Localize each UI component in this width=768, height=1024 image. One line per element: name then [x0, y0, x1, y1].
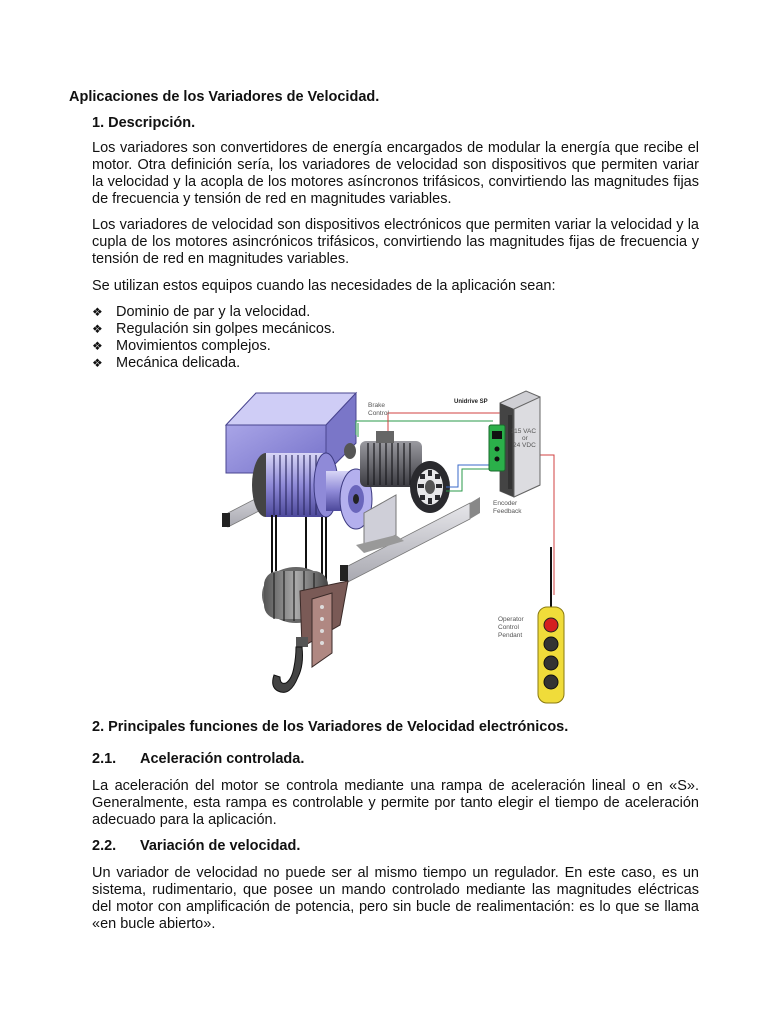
subsection-2-2-title: Variación de velocidad.	[140, 838, 301, 854]
section-1-heading: 1. Descripción.	[92, 115, 196, 131]
list-item	[92, 321, 652, 338]
section-1-paragraph-2: Los variadores de velocidad son dispositivos electrónicos que permiten variar la velocidad y la cupla de los motores asincrónicos trifásicos, convirtiendo las magnitudes fijas de frecuencia y tensión de red en magnitudes variables.	[92, 217, 699, 267]
hook-block	[262, 567, 348, 692]
diamond-bullet-icon: ❖	[92, 356, 103, 370]
list-item	[92, 338, 652, 355]
subsection-2-1-paragraph: La aceleración del motor se controla mediante una rampa de aceleración lineal o en «S». Generalmente, esta rampa es controlable y permite por tanto elegir el tiempo de aceleración adecuado para la aplicación.	[92, 778, 699, 828]
subsection-2-1-number: 2.1.	[92, 751, 117, 767]
subsection-2-2-number: 2.2.	[92, 838, 117, 854]
section-1-paragraph-3: Se utilizan estos equipos cuando las necesidades de la aplicación sean:	[92, 278, 556, 294]
diamond-bullet-icon: ❖	[92, 305, 103, 319]
unidrive-label: Unidrive SP	[454, 399, 488, 405]
diamond-bullet-icon: ❖	[92, 322, 103, 336]
pendant-label-1: Operator	[498, 616, 524, 623]
pendant-label-2: Control	[498, 624, 519, 631]
supply-label-2: or	[522, 435, 528, 442]
brake-control-label-1: Brake	[368, 402, 385, 409]
list-item-text: Regulación sin golpes mecánicos.	[116, 321, 336, 337]
document-title: Aplicaciones de los Variadores de Velocidad.	[69, 89, 380, 105]
requirements-list	[92, 304, 652, 372]
subsection-2-2-paragraph: Un variador de velocidad no puede ser al mismo tiempo un regulador. En este caso, es un sistema, rudimentario, que posee un mando controlado mediante las magnitudes eléctricas del motor con amplificación de potencia, pero sin bucle de realimentación: es lo que se llama «en bucle abierto».	[92, 865, 699, 932]
subsection-2-1-title: Aceleración controlada.	[140, 751, 305, 767]
pendant-button	[544, 675, 558, 689]
supply-label-1: 115 VAC	[511, 428, 537, 435]
list-item	[92, 304, 652, 321]
list-item-text: Movimientos complejos.	[116, 338, 271, 354]
diamond-bullet-icon: ❖	[92, 339, 103, 353]
pendant-label-3: Pendant	[498, 632, 523, 639]
operator-pendant	[538, 547, 564, 703]
list-item-text: Dominio de par y la velocidad.	[116, 304, 311, 320]
list-item	[92, 355, 652, 372]
hoist-drive-illustration	[208, 385, 574, 707]
pendant-button	[544, 656, 558, 670]
list-item-text: Mecánica delicada.	[116, 355, 241, 371]
brake-control-label-2: Control	[368, 410, 389, 417]
section-2-heading: 2. Principales funciones de los Variadores de Velocidad electrónicos.	[92, 719, 569, 735]
power-wire	[388, 413, 500, 431]
supply-label-3: 24 VDC	[513, 442, 536, 449]
encoder-label-2: Feedback	[493, 508, 522, 515]
pendant-button	[544, 637, 558, 651]
encoder-label-1: Encoder	[493, 500, 518, 507]
pendant-red-button	[544, 618, 558, 632]
section-1-paragraph-1: Los variadores son convertidores de energía encargados de modular la energía que recibe el motor. Otra definición sería, los variadores de velocidad son dispositivos que permiten variar la velocidad y la acopla de los motores asíncronos trifásicos, convirtiendo las magnitudes fijas de frecuencia y tensión de red en magnitudes variables.	[92, 140, 699, 207]
